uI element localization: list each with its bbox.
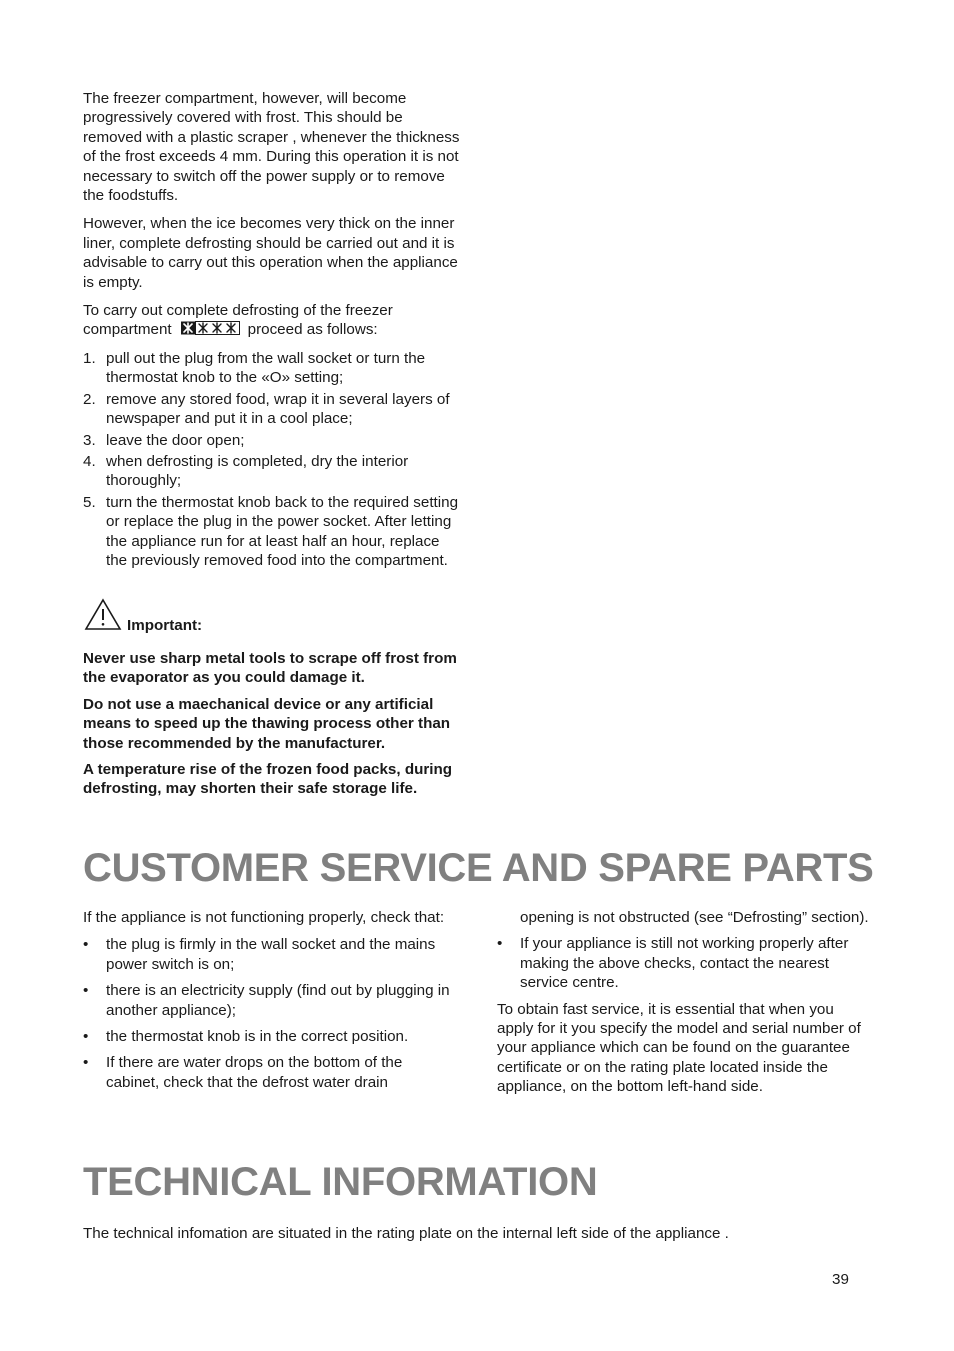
technical-info-heading: TECHNICAL INFORMATION bbox=[83, 1160, 598, 1204]
list-item bbox=[83, 390, 461, 429]
step-number: 5. bbox=[83, 493, 96, 511]
list-item bbox=[83, 935, 458, 974]
step-number: 3. bbox=[83, 431, 96, 449]
customer-service-closing: To obtain fast service, it is essential that when you apply for it you specify the model and serial number of your appliance which can be found on the guarantee certificate or on the rating plate located inside the appliance, on the bottom left-hand side. bbox=[497, 1000, 861, 1096]
list-item bbox=[83, 493, 461, 571]
list-item bbox=[83, 452, 461, 491]
step-text: when defrosting is completed, dry the interior thoroughly; bbox=[106, 452, 409, 490]
defrost-steps-list bbox=[83, 349, 461, 570]
technical-info-text: The technical infomation are situated in the rating plate on the internal left side of the appliance . bbox=[83, 1225, 729, 1242]
bullet: • bbox=[83, 982, 89, 1000]
list-item bbox=[497, 934, 872, 992]
step-text: remove any stored food, wrap it in several layers of newspaper and put it in a cool place; bbox=[106, 390, 450, 428]
defrost-paragraph-3-line1: To carry out complete defrosting of the freezer bbox=[83, 302, 393, 320]
bullet-text: the thermostat knob is in the correct position. bbox=[106, 1028, 409, 1046]
four-star-freezer-icon bbox=[181, 321, 240, 340]
customer-service-heading: CUSTOMER SERVICE AND SPARE PARTS bbox=[83, 846, 874, 890]
customer-service-left bbox=[83, 908, 458, 1092]
bullet-text: If your appliance is still not working properly after making the above checks, contact the nearest service centre. bbox=[520, 935, 849, 992]
important-label: Important: bbox=[127, 617, 203, 634]
list-item-continued bbox=[497, 908, 872, 927]
step-text: pull out the plug from the wall socket or turn the thermostat knob to the «O» setting; bbox=[106, 349, 426, 387]
step-number: 2. bbox=[83, 390, 96, 408]
bullet: • bbox=[497, 935, 503, 953]
warning-triangle-icon bbox=[84, 598, 122, 636]
bullet-text: the plug is firmly in the wall socket and the mains power switch is on; bbox=[106, 936, 436, 973]
bullet: • bbox=[83, 1028, 89, 1046]
step-text: leave the door open; bbox=[106, 431, 245, 449]
bullet-text: there is an electricity supply (find out by plugging in another appliance); bbox=[106, 982, 450, 1019]
customer-service-intro: If the appliance is not functioning properly, check that: bbox=[83, 909, 445, 926]
bullet-text: If there are water drops on the bottom of the cabinet, check that the defrost water drain bbox=[106, 1054, 403, 1091]
defrost-paragraph-1: The freezer compartment, however, will become progressively covered with frost. This should be removed with a plastic scraper , whenever the thickness of the frost exceeds 4 mm. During this operation it is not necessary to switch off the power supply or to remove the foodstuffs. bbox=[83, 90, 460, 205]
step-number: 4. bbox=[83, 452, 96, 470]
list-item bbox=[83, 1027, 458, 1046]
defrost-paragraph-3 bbox=[83, 301, 461, 341]
step-text: turn the thermostat knob back to the required setting or replace the plug in the power socket. After letting the appliance run for at least half an hour, replace the previously removed food into the compartment. bbox=[106, 493, 459, 569]
defrost-section bbox=[83, 89, 461, 570]
defrost-paragraph-2: However, when the ice becomes very thick on the inner liner, complete defrosting should be carried out and it is advisable to carry out this operation when the appliance is empty. bbox=[83, 215, 458, 291]
warnings-block bbox=[83, 649, 463, 799]
bullet: • bbox=[83, 1054, 89, 1072]
list-item bbox=[83, 349, 461, 388]
list-item bbox=[83, 981, 458, 1020]
page-number: 39 bbox=[832, 1271, 849, 1288]
warning-text: A temperature rise of the frozen food packs, during defrosting, may shorten their safe storage life. bbox=[83, 761, 453, 798]
list-item bbox=[83, 1053, 458, 1092]
warning-text: Never use sharp metal tools to scrape off frost from the evaporator as you could damage it. bbox=[83, 650, 457, 687]
bullet-text: opening is not obstructed (see “Defrosting” section). bbox=[520, 909, 869, 926]
customer-service-right bbox=[497, 908, 872, 1097]
list-item bbox=[83, 431, 461, 450]
bullet: • bbox=[83, 936, 89, 954]
defrost-paragraph-3-before: compartment bbox=[83, 321, 172, 339]
warning-text: Do not use a maechanical device or any artificial means to speed up the thawing process other than those recommended by the manufacturer. bbox=[83, 695, 451, 752]
step-number: 1. bbox=[83, 349, 96, 367]
defrost-paragraph-3-after: proceed as follows: bbox=[247, 321, 378, 339]
